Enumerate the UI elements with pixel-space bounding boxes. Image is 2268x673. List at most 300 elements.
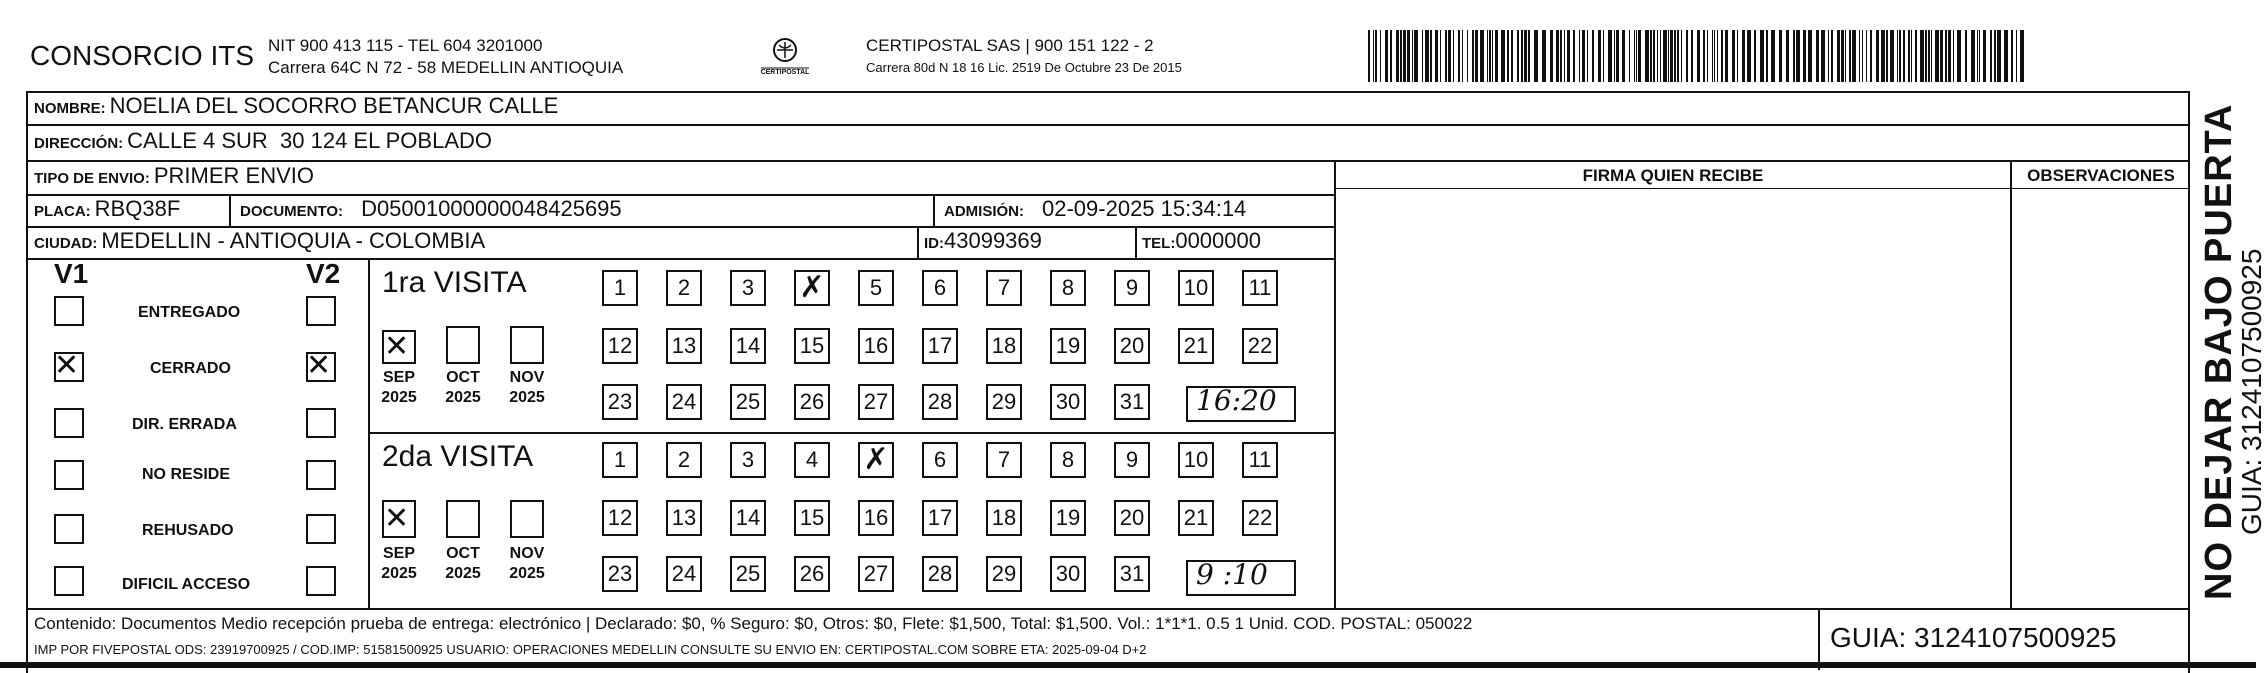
barcode-bar (1712, 30, 1713, 82)
barcode-bar (1560, 30, 1562, 82)
day-box[interactable]: 5 (858, 270, 894, 306)
second-visit-month-nov (502, 544, 552, 584)
content-line: Contenido: Documentos Medio recepción prueba de entrega: electrónico | Declarado: $0, % Seguro: $0, Otros: $0, Flete: $1,500, Total: $1,500. Vol.: 1*1*1. 0.5 1 Unid. COD. POSTAL: 050022 (34, 614, 1473, 633)
barcode-bar (1517, 30, 1519, 82)
barcode-bar (1430, 30, 1432, 82)
barcode-bar (1650, 30, 1652, 82)
day-box[interactable]: 8 (1050, 270, 1086, 306)
day-box[interactable]: 25 (730, 384, 766, 420)
barcode-bar (1677, 30, 1679, 82)
day-box[interactable]: 2 (666, 270, 702, 306)
barcode-bar (1407, 30, 1410, 82)
firma-label: FIRMA QUIEN RECIBE (1582, 166, 1764, 185)
barcode-bar (1373, 30, 1374, 82)
day-box[interactable]: 9 (1114, 270, 1150, 306)
check-mark-icon: ✕ (54, 348, 80, 383)
day-box[interactable]: 10 (1178, 442, 1214, 478)
barcode-bar (1742, 30, 1745, 82)
company-name: CONSORCIO ITS (30, 40, 255, 71)
barcode-bar (2004, 30, 2008, 82)
day-box[interactable]: 13 (666, 500, 702, 536)
barcode-bar (1448, 30, 1451, 82)
barcode-bar (1866, 30, 1867, 82)
barcode-bar (1994, 30, 1996, 82)
barcode-bar (1487, 30, 1488, 82)
barcode-bar (1721, 30, 1723, 82)
barcode-bar (1467, 30, 1468, 82)
day-box[interactable]: 31 (1114, 556, 1150, 592)
day-box[interactable]: 14 (730, 500, 766, 536)
barcode-bar (1425, 30, 1429, 82)
day-box[interactable]: 8 (1050, 442, 1086, 478)
direccion-field (34, 128, 492, 154)
month-label: OCT (446, 369, 480, 386)
barcode-bar (1445, 30, 1447, 82)
certipostal-address: Carrera 80d N 18 16 Lic. 2519 De Octubre 23 De 2015 (866, 60, 1182, 75)
second-visit-month-oct (438, 544, 488, 584)
nombre-label: NOMBRE: (34, 100, 106, 117)
day-box[interactable]: 15 (794, 328, 830, 364)
barcode-bar (1501, 30, 1505, 82)
v2-entregado-checkbox[interactable] (306, 296, 336, 326)
barcode-bar (1948, 30, 1951, 82)
barcode-bar (1965, 30, 1967, 82)
documento-value: D05001000000048425695 (361, 196, 622, 221)
ciudad-field (34, 228, 485, 254)
barcode-bar (1638, 30, 1641, 82)
barcode-bar (1653, 30, 1655, 82)
cross-mark-icon: ✗ (863, 442, 889, 477)
barcode-bar (1440, 30, 1441, 82)
barcode-bar (1979, 30, 1980, 82)
day-box[interactable]: 28 (922, 556, 958, 592)
day-box[interactable]: 16 (858, 500, 894, 536)
barcode-bar (1495, 30, 1498, 82)
first-visit-month-oct (438, 368, 488, 408)
month-label: SEP (382, 545, 415, 562)
barcode-bar (1886, 30, 1888, 82)
v2-rehusado-checkbox[interactable] (306, 514, 336, 544)
day-box[interactable]: 17 (922, 328, 958, 364)
id-field (924, 228, 1042, 254)
barcode-bar (1629, 30, 1630, 82)
barcode-bar (2011, 30, 2013, 82)
day-box[interactable]: 29 (986, 384, 1022, 420)
barcode-bar (1681, 30, 1682, 82)
barcode-bar (1899, 30, 1901, 82)
option-dir-errada: DIR. ERRADA (132, 416, 237, 433)
bottom-rule (0, 662, 2256, 668)
barcode-bar (1385, 30, 1388, 82)
barcode-bar (1771, 30, 1775, 82)
barcode-bar (1534, 30, 1538, 82)
barcode-bar (1793, 30, 1795, 82)
barcode-bar (1645, 30, 1649, 82)
barcode-bar (1841, 30, 1844, 82)
barcode-bar (1396, 30, 1399, 82)
barcode-bar (1489, 30, 1491, 82)
nombre-value: NOELIA DEL SOCORRO BETANCUR CALLE (109, 93, 559, 118)
day-box[interactable]: 3 (730, 442, 766, 478)
day-box[interactable] (858, 442, 894, 478)
barcode-bar (1849, 30, 1851, 82)
admision-value: 02-09-2025 15:34:14 (1042, 196, 1247, 221)
barcode-bar (1821, 30, 1825, 82)
barcode-bar (1862, 30, 1863, 82)
barcode-bar (1931, 30, 1932, 82)
cross-mark-icon: ✗ (799, 270, 825, 305)
v2-no-reside-checkbox[interactable] (306, 460, 336, 490)
barcode-bar (1831, 30, 1833, 82)
barcode-bar (1492, 30, 1493, 82)
first-visit-nov-checkbox[interactable] (510, 326, 544, 364)
barcode-bar (1582, 30, 1585, 82)
barcode-bar (1550, 30, 1553, 82)
barcode-bar (1472, 30, 1474, 82)
barcode-bar (1828, 30, 1829, 82)
day-box[interactable]: 19 (1050, 500, 1086, 536)
month-label: NOV (509, 545, 545, 562)
barcode-bar (1747, 30, 1751, 82)
month-label: SEP (382, 369, 415, 386)
barcode-bar (1542, 30, 1546, 82)
barcode-bar (1375, 30, 1377, 82)
barcode-bar (1808, 30, 1812, 82)
barcode-bar (1786, 30, 1789, 82)
barcode (1368, 30, 2028, 82)
documento-field (240, 196, 622, 222)
day-box[interactable]: 16 (858, 328, 894, 364)
v2-dir-errada-checkbox[interactable] (306, 408, 336, 438)
day-box[interactable]: 22 (1242, 500, 1278, 536)
first-visit-month-sep (374, 368, 424, 408)
v1-dificil-acceso-checkbox[interactable] (54, 566, 84, 596)
barcode-bar (1368, 30, 1370, 82)
barcode-bar (1622, 30, 1625, 82)
check-mark-icon: ✕ (306, 348, 332, 383)
barcode-bar (2016, 30, 2017, 82)
barcode-bar (1852, 30, 1856, 82)
nit-line: NIT 900 413 115 - TEL 604 3201000 (268, 36, 543, 55)
day-box[interactable]: 18 (986, 328, 1022, 364)
barcode-bar (1663, 30, 1667, 82)
direccion-label: DIRECCIÓN: (34, 135, 124, 152)
first-visit-title: 1ra VISITA (382, 266, 527, 299)
barcode-bar (1668, 30, 1669, 82)
barcode-bar (1945, 30, 1947, 82)
company-address: Carrera 64C N 72 - 58 MEDELLIN ANTIOQUIA (268, 58, 624, 77)
check-mark-icon: ✕ (384, 501, 410, 536)
barcode-bar (1524, 30, 1527, 82)
id-label: ID: (924, 235, 944, 252)
year-label: 2025 (445, 389, 481, 406)
barcode-bar (1714, 30, 1715, 82)
day-box[interactable]: 7 (986, 270, 1022, 306)
barcode-bar (1803, 30, 1806, 82)
day-box[interactable]: 24 (666, 384, 702, 420)
barcode-bar (1614, 30, 1615, 82)
month-label: OCT (446, 545, 480, 562)
option-entregado: ENTREGADO (138, 304, 241, 321)
barcode-bar (1475, 30, 1478, 82)
tipo-envio-label: TIPO DE ENVIO: (34, 170, 150, 187)
year-label: 2025 (381, 565, 417, 582)
day-box[interactable]: 30 (1050, 384, 1086, 420)
barcode-bar (1608, 30, 1612, 82)
documento-label: DOCUMENTO: (240, 203, 344, 220)
barcode-bar (1766, 30, 1768, 82)
barcode-bar (1920, 30, 1924, 82)
day-box[interactable]: 19 (1050, 328, 1086, 364)
placa-field (34, 196, 180, 222)
day-box[interactable]: 23 (602, 384, 638, 420)
barcode-bar (1703, 30, 1705, 82)
option-cerrado: CERRADO (150, 360, 231, 377)
admision-field (944, 196, 1246, 222)
barcode-bar (1903, 30, 1905, 82)
barcode-bar (1760, 30, 1764, 82)
side-text (2190, 80, 2267, 600)
day-box[interactable]: 24 (666, 556, 702, 592)
barcode-bar (1990, 30, 1992, 82)
barcode-bar (1390, 30, 1392, 82)
barcode-bar (1453, 30, 1454, 82)
day-box[interactable]: 7 (986, 442, 1022, 478)
nombre-field (34, 93, 558, 119)
day-box[interactable]: 23 (602, 556, 638, 592)
barcode-bar (1908, 30, 1910, 82)
ciudad-label: CIUDAD: (34, 235, 98, 252)
barcode-bar (1670, 30, 1673, 82)
day-box[interactable] (794, 270, 830, 306)
day-box[interactable]: 1 (602, 270, 638, 306)
day-box[interactable]: 13 (666, 328, 702, 364)
barcode-bar (1890, 30, 1894, 82)
barcode-bar (1935, 30, 1939, 82)
barcode-bar (1957, 30, 1961, 82)
barcode-bar (1634, 30, 1635, 82)
day-box[interactable]: 27 (858, 556, 894, 592)
v1-label: V1 (54, 258, 89, 289)
day-box[interactable]: 21 (1178, 500, 1214, 536)
barcode-bar (1837, 30, 1840, 82)
ciudad-value: MEDELLIN - ANTIOQUIA - COLOMBIA (101, 228, 486, 253)
barcode-bar (1603, 30, 1604, 82)
barcode-bar (1674, 30, 1676, 82)
barcode-bar (1598, 30, 1601, 82)
barcode-bar (1983, 30, 1986, 82)
option-rehusado: REHUSADO (142, 522, 234, 539)
day-box[interactable]: 30 (1050, 556, 1086, 592)
barcode-bar (1414, 30, 1418, 82)
barcode-bar (1997, 30, 2001, 82)
day-box[interactable]: 20 (1114, 328, 1150, 364)
barcode-bar (1462, 30, 1463, 82)
barcode-bar (1400, 30, 1402, 82)
day-box[interactable]: 2 (666, 442, 702, 478)
day-box[interactable]: 28 (922, 384, 958, 420)
certipostal-line: CERTIPOSTAL SAS | 900 151 122 - 2 (866, 36, 1154, 55)
barcode-bar (1564, 30, 1565, 82)
barcode-bar (1915, 30, 1917, 82)
barcode-bar (1816, 30, 1819, 82)
tel-label: TEL: (1142, 235, 1176, 252)
month-label: NOV (509, 369, 545, 386)
barcode-bar (1707, 30, 1708, 82)
second-visit-month-sep (374, 544, 424, 584)
barcode-bar (1725, 30, 1728, 82)
barcode-bar (1556, 30, 1559, 82)
day-box[interactable]: 4 (794, 442, 830, 478)
direccion-value: CALLE 4 SUR 30 124 EL POBLADO (127, 128, 492, 153)
tel-value: 0000000 (1175, 228, 1261, 253)
barcode-bar (1859, 30, 1860, 82)
barcode-icon (1368, 30, 2028, 82)
first-visit-oct-checkbox[interactable] (446, 326, 480, 364)
day-box[interactable]: 21 (1178, 328, 1214, 364)
placa-label: PLACA: (34, 203, 91, 220)
tipo-envio-field (34, 163, 314, 189)
barcode-bar (1380, 30, 1381, 82)
day-box[interactable]: 11 (1242, 442, 1278, 478)
day-box[interactable]: 9 (1114, 442, 1150, 478)
day-box[interactable]: 3 (730, 270, 766, 306)
barcode-bar (1422, 30, 1423, 82)
observaciones-label: OBSERVACIONES (2027, 166, 2175, 185)
imp-line: IMP POR FIVEPOSTAL ODS: 23919700925 / COD.IMP: 51581500925 USUARIO: OPERACIONES MEDELLIN CONSULTE SU ENVIO EN: CERTIPOSTAL.COM SOBRE ETA: 2025-09-04 D+2 (34, 642, 1147, 657)
day-box[interactable]: 15 (794, 500, 830, 536)
barcode-bar (1403, 30, 1406, 82)
day-box[interactable]: 25 (730, 556, 766, 592)
barcode-bar (1528, 30, 1530, 82)
tel-field (1142, 228, 1261, 254)
barcode-bar (1435, 30, 1438, 82)
v2-label: V2 (306, 258, 341, 289)
first-visit-time: 16:20 (1196, 384, 1277, 417)
day-box[interactable]: 26 (794, 556, 830, 592)
day-box[interactable]: 31 (1114, 384, 1150, 420)
barcode-bar (1458, 30, 1460, 82)
year-label: 2025 (509, 565, 545, 582)
barcode-bar (1660, 30, 1661, 82)
barcode-bar (1870, 30, 1872, 82)
tipo-envio-value: PRIMER ENVIO (153, 163, 314, 188)
v1-no-reside-checkbox[interactable] (54, 460, 84, 490)
barcode-bar (1592, 30, 1594, 82)
barcode-bar (1657, 30, 1658, 82)
second-visit-nov-checkbox[interactable] (510, 500, 544, 538)
barcode-bar (1573, 30, 1575, 82)
barcode-bar (1737, 30, 1738, 82)
day-box[interactable]: 12 (602, 328, 638, 364)
day-box[interactable]: 17 (922, 500, 958, 536)
barcode-bar (1480, 30, 1484, 82)
barcode-bar (1521, 30, 1523, 82)
day-box[interactable]: 10 (1178, 270, 1214, 306)
barcode-bar (1897, 30, 1898, 82)
day-box[interactable]: 6 (922, 442, 958, 478)
guia-box: GUIA: 3124107500925 (1830, 622, 2117, 653)
second-visit-time: 9 :10 (1196, 558, 1268, 591)
barcode-bar (1881, 30, 1885, 82)
day-box[interactable]: 6 (922, 270, 958, 306)
barcode-bar (1876, 30, 1879, 82)
day-box[interactable]: 18 (986, 500, 1022, 536)
no-dejar-bajo-puerta: NO DEJAR BAJO PUERTA (2198, 103, 2240, 600)
barcode-bar (1977, 30, 1978, 82)
barcode-bar (1507, 30, 1509, 82)
barcode-bar (1412, 30, 1413, 82)
barcode-bar (1686, 30, 1688, 82)
year-label: 2025 (381, 389, 417, 406)
barcode-bar (2020, 30, 2024, 82)
barcode-bar (1928, 30, 1930, 82)
barcode-bar (1697, 30, 1700, 82)
option-no-reside: NO RESIDE (142, 466, 231, 483)
second-visit-oct-checkbox[interactable] (446, 500, 480, 538)
barcode-bar (1796, 30, 1800, 82)
barcode-bar (1567, 30, 1570, 82)
second-visit-sep-checkbox[interactable] (382, 500, 416, 538)
admision-label: ADMISIÓN: (944, 203, 1024, 220)
v2-dificil-acceso-checkbox[interactable] (306, 566, 336, 596)
logo-text: CERTIPOSTAL (760, 69, 810, 76)
year-label: 2025 (445, 565, 481, 582)
barcode-bar (1845, 30, 1846, 82)
barcode-bar (1953, 30, 1954, 82)
barcode-bar (1940, 30, 1943, 82)
v1-entregado-checkbox[interactable] (54, 296, 84, 326)
day-box[interactable]: 27 (858, 384, 894, 420)
v1-cerrado-checkbox[interactable] (54, 348, 84, 383)
barcode-bar (1616, 30, 1619, 82)
day-box[interactable]: 20 (1114, 500, 1150, 536)
certipostal-logo (755, 34, 815, 82)
second-visit-title: 2da VISITA (382, 440, 534, 473)
barcode-bar (1732, 30, 1735, 82)
year-label: 2025 (509, 389, 545, 406)
barcode-bar (1717, 30, 1718, 82)
option-dificil-acceso: DIFICIL ACCESO (122, 576, 251, 593)
id-value: 43099369 (944, 228, 1042, 253)
barcode-bar (1587, 30, 1588, 82)
day-box[interactable]: 11 (1242, 270, 1278, 306)
day-box[interactable]: 1 (602, 442, 638, 478)
day-box[interactable]: 26 (794, 384, 830, 420)
barcode-bar (1691, 30, 1693, 82)
day-box[interactable]: 14 (730, 328, 766, 364)
day-box[interactable]: 22 (1242, 328, 1278, 364)
barcode-bar (1779, 30, 1782, 82)
barcode-bar (1911, 30, 1912, 82)
v1-dir-errada-checkbox[interactable] (54, 408, 84, 438)
barcode-bar (1971, 30, 1975, 82)
barcode-bar (1579, 30, 1580, 82)
barcode-bar (1636, 30, 1637, 82)
side-guia: GUIA: 3124107500925 (2236, 248, 2267, 535)
day-box[interactable]: 12 (602, 500, 638, 536)
first-visit-sep-checkbox[interactable] (382, 330, 416, 364)
day-box[interactable]: 29 (986, 556, 1022, 592)
barcode-bar (1511, 30, 1513, 82)
first-visit-month-nov (502, 368, 552, 408)
v1-rehusado-checkbox[interactable] (54, 514, 84, 544)
v2-cerrado-checkbox[interactable] (306, 348, 336, 383)
barcode-bar (1754, 30, 1756, 82)
placa-value: RBQ38F (94, 196, 181, 221)
check-mark-icon: ✕ (384, 329, 410, 364)
barcode-bar (1925, 30, 1927, 82)
